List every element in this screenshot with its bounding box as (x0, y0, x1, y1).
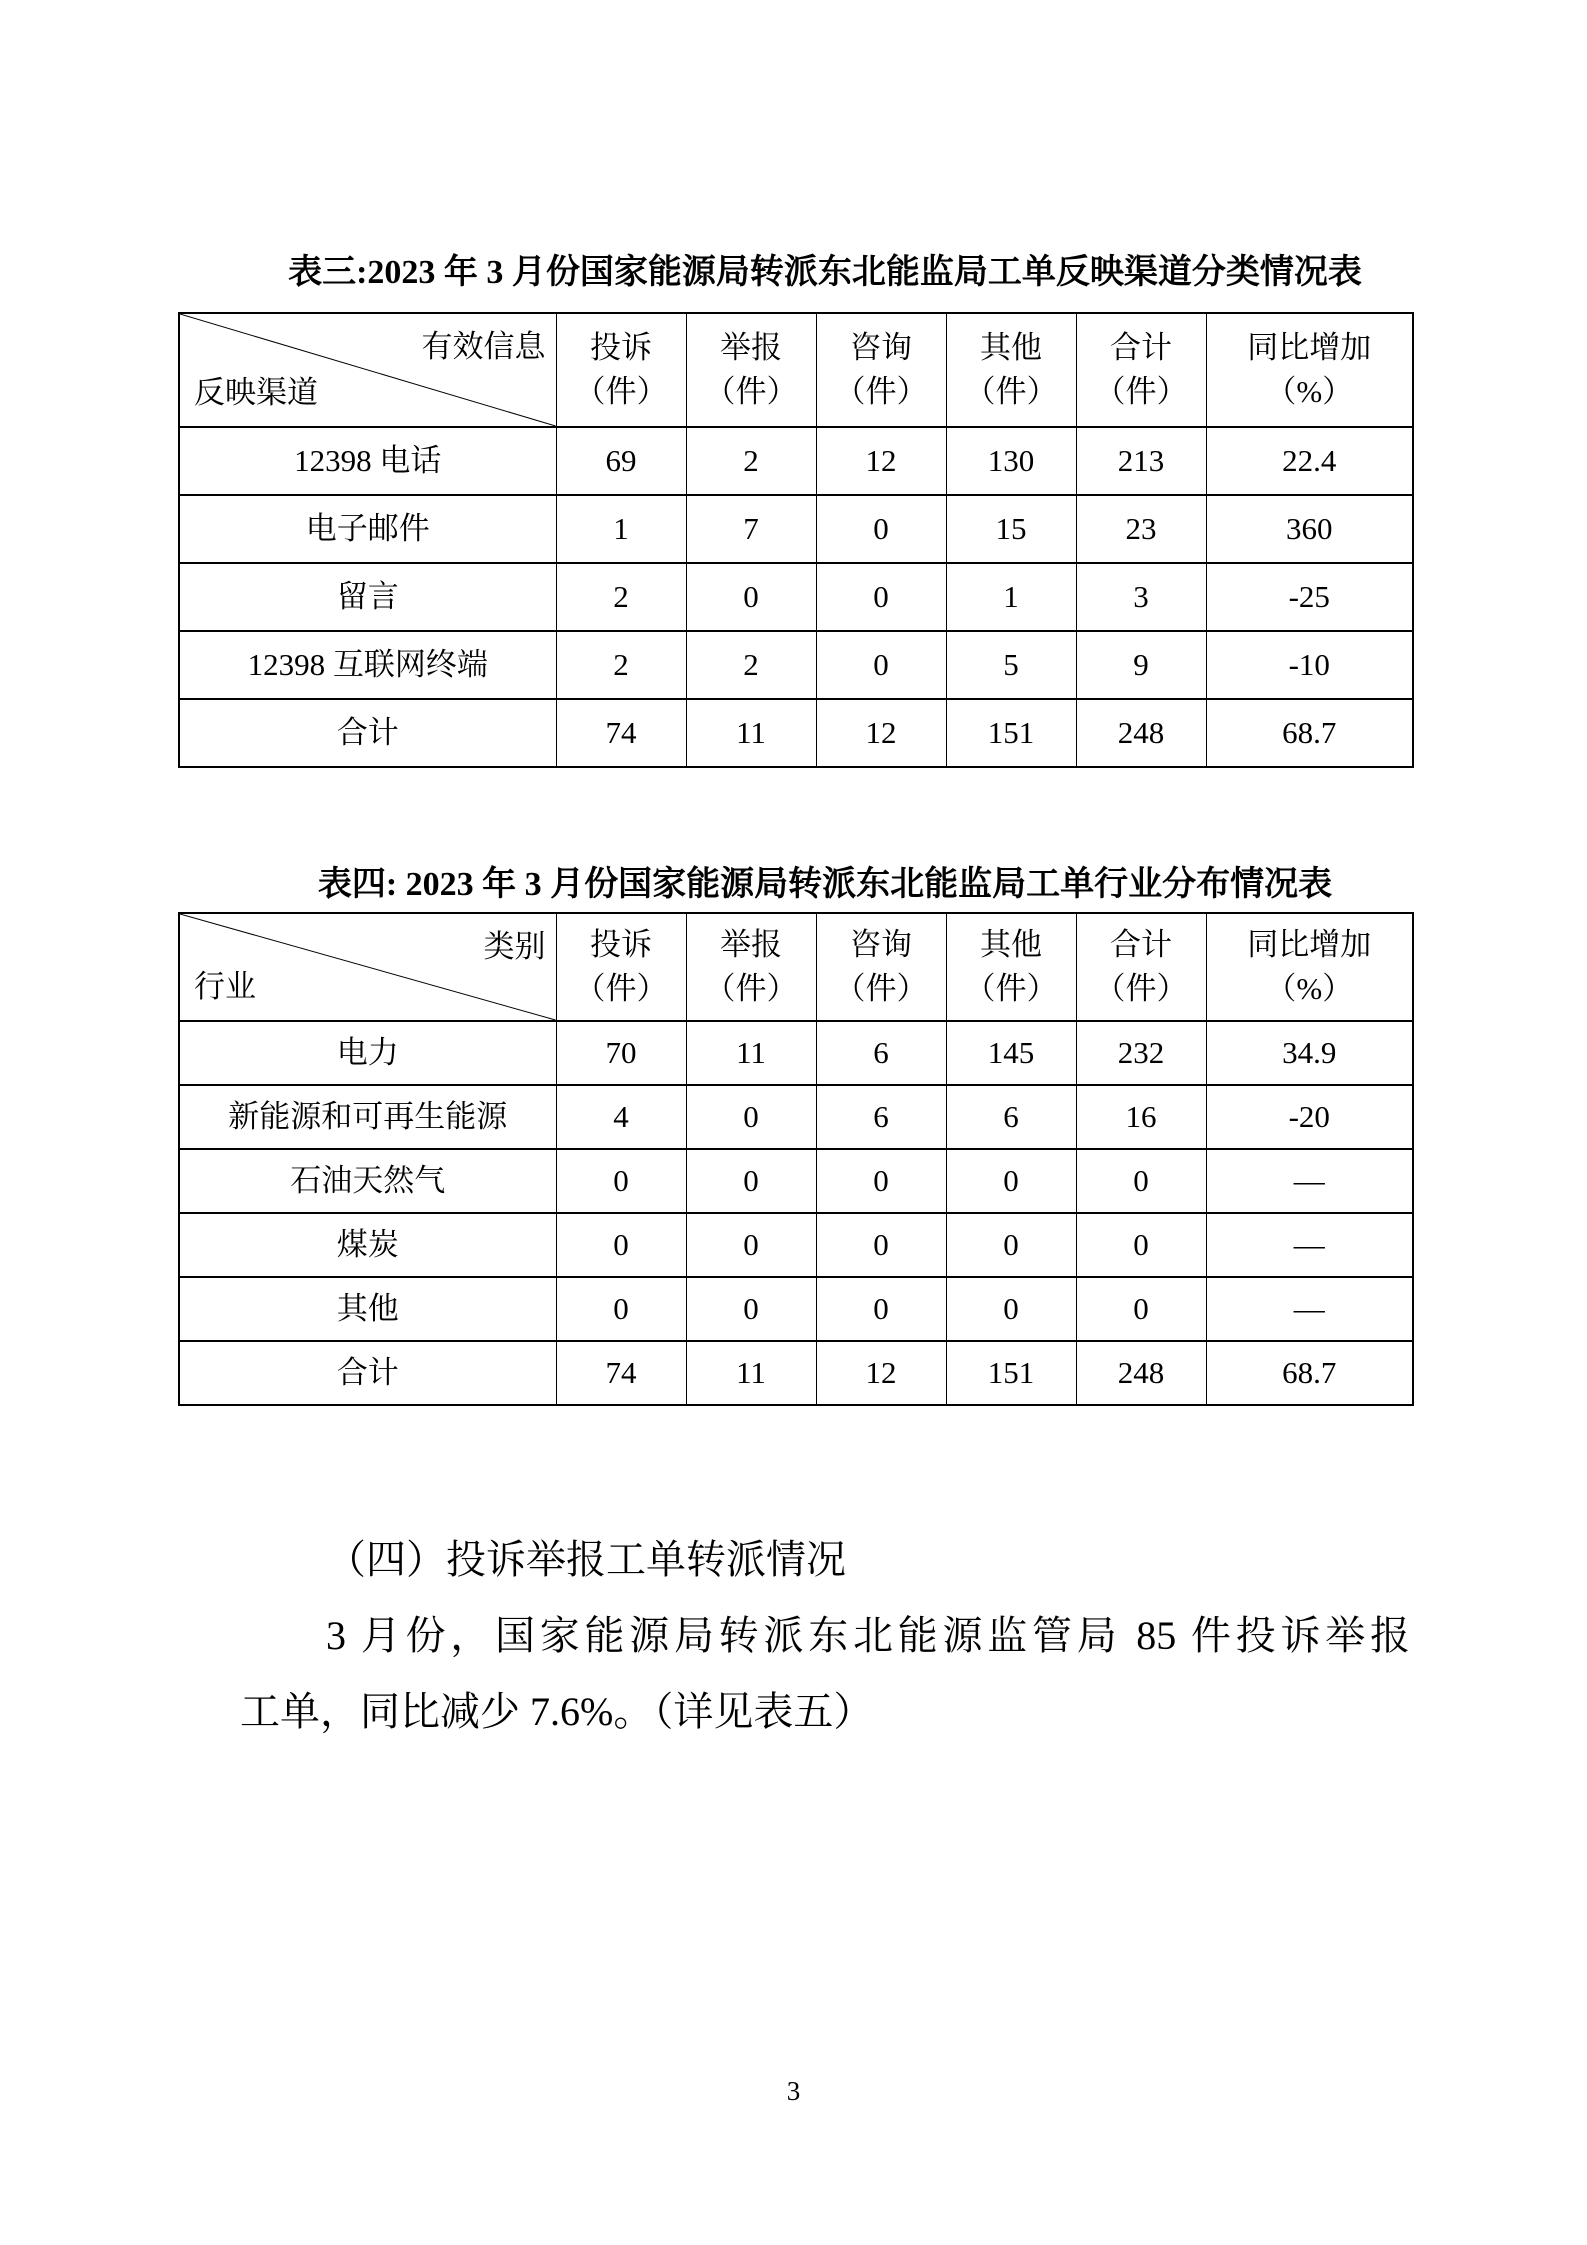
table-cell: 6 (816, 1021, 946, 1085)
table3-header-row (179, 313, 1413, 427)
row-label: 12398 电话 (179, 427, 556, 495)
table-row (179, 1277, 1413, 1341)
table-cell: 0 (1076, 1277, 1206, 1341)
table-cell: 2 (686, 631, 816, 699)
table-cell: 70 (556, 1021, 686, 1085)
table-cell: 0 (816, 1213, 946, 1277)
col-header-line2: （件） (1094, 374, 1188, 409)
table-row (179, 631, 1413, 699)
table-cell: 0 (946, 1149, 1076, 1213)
col-header-line2: （件） (574, 971, 668, 1006)
row-label: 电力 (179, 1021, 556, 1085)
table-cell: 151 (946, 1341, 1076, 1405)
table4-col-header (946, 913, 1076, 1021)
table-row (179, 699, 1413, 767)
table4-industry-distribution (178, 912, 1414, 1406)
col-header-line2: （%） (1265, 374, 1354, 409)
table-cell: 12 (816, 1341, 946, 1405)
table-cell: 12 (816, 427, 946, 495)
table-cell: 0 (946, 1213, 1076, 1277)
table-cell: 0 (556, 1213, 686, 1277)
table-cell: 2 (556, 563, 686, 631)
col-header-line2: （件） (834, 971, 928, 1006)
table-cell: 151 (946, 699, 1076, 767)
table3-col-header (556, 313, 686, 427)
table-cell: 15 (946, 495, 1076, 563)
table-cell: 0 (1076, 1149, 1206, 1213)
table-cell: 0 (816, 495, 946, 563)
col-header-line1: 同比增加 (1247, 927, 1372, 962)
table3-col-header (1076, 313, 1206, 427)
row-label: 石油天然气 (179, 1149, 556, 1213)
table-cell: 2 (686, 427, 816, 495)
col-header-line2: （件） (964, 374, 1058, 409)
table-cell: — (1206, 1213, 1413, 1277)
table4-col-header (556, 913, 686, 1021)
table-row (179, 495, 1413, 563)
table-row (179, 1149, 1413, 1213)
row-label: 新能源和可再生能源 (179, 1085, 556, 1149)
table-cell: 34.9 (1206, 1021, 1413, 1085)
table3-title: 表三:2023 年 3 月份国家能源局转派东北能监局工单反映渠道分类情况表 (288, 254, 1362, 291)
table3-col-header (1206, 313, 1413, 427)
table-row (179, 1021, 1413, 1085)
table-cell: 74 (556, 699, 686, 767)
table-cell: 130 (946, 427, 1076, 495)
table-cell: 0 (556, 1149, 686, 1213)
col-header-line2: （件） (704, 971, 798, 1006)
table3-col-header (946, 313, 1076, 427)
table-cell: 68.7 (1206, 699, 1413, 767)
table-cell: 23 (1076, 495, 1206, 563)
row-label: 留言 (179, 563, 556, 631)
table-cell: 0 (816, 1149, 946, 1213)
col-header-line1: 投诉 (590, 927, 652, 962)
table-cell: 248 (1076, 699, 1206, 767)
table-cell: 5 (946, 631, 1076, 699)
table-cell: 22.4 (1206, 427, 1413, 495)
table-cell: 213 (1076, 427, 1206, 495)
table-cell: 6 (816, 1085, 946, 1149)
table-cell: 0 (556, 1277, 686, 1341)
table-row (179, 1213, 1413, 1277)
table-cell: 9 (1076, 631, 1206, 699)
col-header-line1: 合计 (1110, 927, 1172, 962)
table-cell: 11 (686, 699, 816, 767)
row-label: 合计 (179, 699, 556, 767)
table-cell: 68.7 (1206, 1341, 1413, 1405)
table3-col-header (816, 313, 946, 427)
table-cell: 12 (816, 699, 946, 767)
row-label: 煤炭 (179, 1213, 556, 1277)
col-header-line2: （件） (1094, 971, 1188, 1006)
table-cell: 16 (1076, 1085, 1206, 1149)
table4-header-row (179, 913, 1413, 1021)
table3-col-header (686, 313, 816, 427)
corner-label-top: 有效信息 (421, 329, 546, 364)
table-cell: 0 (816, 631, 946, 699)
row-label: 12398 互联网终端 (179, 631, 556, 699)
paragraph-line-1: 3 月份，国家能源局转派东北能源监管局 85 件投诉举报 (326, 1613, 1410, 1658)
col-header-line1: 合计 (1110, 330, 1172, 365)
table3-corner-cell (179, 313, 556, 427)
col-header-line1: 投诉 (590, 330, 652, 365)
table4-col-header (816, 913, 946, 1021)
row-label: 合计 (179, 1341, 556, 1405)
row-label: 电子邮件 (179, 495, 556, 563)
table-cell: 248 (1076, 1341, 1206, 1405)
table-cell: 0 (1076, 1213, 1206, 1277)
table4-col-header (686, 913, 816, 1021)
table-cell: 0 (816, 1277, 946, 1341)
table-cell: — (1206, 1277, 1413, 1341)
table-cell: 0 (686, 563, 816, 631)
table-row (179, 1085, 1413, 1149)
corner-label-bottom: 反映渠道 (194, 375, 318, 410)
table-cell: -10 (1206, 631, 1413, 699)
table-cell: 69 (556, 427, 686, 495)
paragraph-line-2: 工单，同比减少 7.6%。（详见表五） (240, 1689, 874, 1734)
row-label: 其他 (179, 1277, 556, 1341)
table4-col-header (1206, 913, 1413, 1021)
table-cell: 0 (686, 1277, 816, 1341)
table-row (179, 1341, 1413, 1405)
corner-label-bottom: 行业 (194, 969, 256, 1004)
col-header-line2: （件） (834, 374, 928, 409)
table-cell: -25 (1206, 563, 1413, 631)
table4-title: 表四: 2023 年 3 月份国家能源局转派东北能监局工单行业分布情况表 (317, 866, 1333, 903)
table-cell: — (1206, 1149, 1413, 1213)
table-cell: 7 (686, 495, 816, 563)
table-cell: 0 (686, 1085, 816, 1149)
table-cell: -20 (1206, 1085, 1413, 1149)
col-header-line1: 咨询 (850, 330, 912, 365)
table-cell: 11 (686, 1341, 816, 1405)
table-cell: 11 (686, 1021, 816, 1085)
col-header-line1: 其他 (980, 927, 1042, 962)
table-cell: 0 (816, 563, 946, 631)
table-cell: 3 (1076, 563, 1206, 631)
col-header-line1: 其他 (980, 330, 1042, 365)
table-cell: 145 (946, 1021, 1076, 1085)
table-cell: 0 (686, 1213, 816, 1277)
table-cell: 4 (556, 1085, 686, 1149)
table-cell: 74 (556, 1341, 686, 1405)
col-header-line2: （%） (1265, 971, 1354, 1006)
section-heading: （四）投诉举报工单转派情况 (326, 1537, 846, 1582)
col-header-line1: 举报 (720, 330, 782, 365)
table3-channel-classification (178, 312, 1414, 768)
table-cell: 2 (556, 631, 686, 699)
col-header-line1: 同比增加 (1247, 330, 1372, 365)
table-row (179, 427, 1413, 495)
table-cell: 0 (946, 1277, 1076, 1341)
table-cell: 6 (946, 1085, 1076, 1149)
corner-label-top: 类别 (483, 929, 546, 964)
col-header-line2: （件） (704, 374, 798, 409)
table-cell: 360 (1206, 495, 1413, 563)
table4-col-header (1076, 913, 1206, 1021)
col-header-line2: （件） (964, 971, 1058, 1006)
table-cell: 1 (946, 563, 1076, 631)
table-row (179, 563, 1413, 631)
col-header-line1: 咨询 (850, 927, 912, 962)
col-header-line1: 举报 (720, 927, 782, 962)
page-number: 3 (786, 2076, 801, 2106)
col-header-line2: （件） (574, 374, 668, 409)
table-cell: 1 (556, 495, 686, 563)
table4-corner-cell (179, 913, 556, 1021)
table-cell: 0 (686, 1149, 816, 1213)
table-cell: 232 (1076, 1021, 1206, 1085)
